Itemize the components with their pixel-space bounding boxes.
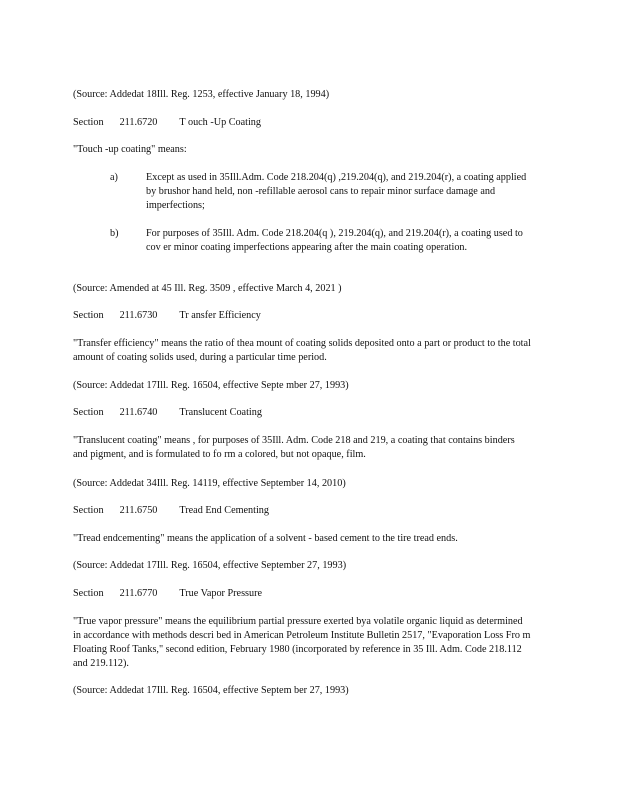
section-label: Section [73,407,104,418]
section-title: Tread End Cementing [179,505,269,516]
source-note: (Source: Addedat 17Ill. Reg. 16504, effective September 27, 1993) [73,560,347,571]
section-heading [73,504,531,518]
section-label: Section [73,505,104,516]
definition-text: "True vapor pressure" means the equilibrium partial pressure exerted bya volatile organic liquid as determined in accordance with methods descri bed in American Petroleum Institute Bulletin 2517, "Evaporation Loss Fro m Floating Roof Tanks," second edition, February 1980 (incorporated by reference in 35 Ill. Adm. Code 218.112 and 219.112). [73,616,531,670]
list-item [110,171,534,213]
section-heading [73,116,531,130]
section-label: Section [73,588,104,599]
source-note: (Source: Amended at 45 Ill. Reg. 3509 , effective March 4, 2021 ) [73,283,342,294]
section-label: Section [73,117,104,128]
definition-text: "Translucent coating" means , for purposes of 35Ill. Adm. Code 218 and 219, a coating that contains binders and pigment, and is formulated to fo rm a colored, but not opaque, film. [73,435,515,461]
section-label: Section [73,310,104,321]
item-label: a) [110,172,118,183]
section-heading [73,587,531,601]
section-heading [73,309,531,323]
source-note: (Source: Addedat 18Ill. Reg. 1253, effective January 18, 1994) [73,89,330,100]
item-text: For purposes of 35Ill. Adm. Code 218.204(q ), 219.204(q), and 219.204(r), a coating used to cov er minor coating imperfections appearing after the main coating operation. [146,228,523,254]
definition-text: "Transfer efficiency" means the ratio of thea mount of coating solids deposited onto a part or product to the total amount of coating solids used, during a particular time period. [73,338,531,364]
section-title: Translucent Coating [179,407,262,418]
section-title: True Vapor Pressure [179,588,263,599]
definition-text: "Tread endcementing" means the application of a solvent - based cement to the tire tread ends. [73,533,458,544]
section-number: 211.6770 [119,588,158,599]
list-item [110,227,534,255]
item-label: b) [110,228,119,239]
section-title: T ouch -Up Coating [179,117,261,128]
source-note: (Source: Addedat 34Ill. Reg. 14119, effective September 14, 2010) [73,478,346,489]
item-text: Except as used in 35Ill.Adm. Code 218.204(q) ,219.204(q), and 219.204(r), a coating applied by brushor hand held, non -refillable aerosol cans to repair minor surface damage and imperfections; [146,172,527,212]
section-heading [73,406,531,420]
section-title: Tr ansfer Efficiency [179,310,261,321]
source-note: (Source: Addedat 17Ill. Reg. 16504, effective Septe mber 27, 1993) [73,380,349,391]
section-number: 211.6720 [119,117,158,128]
section-number: 211.6740 [119,407,158,418]
section-number: 211.6730 [119,310,158,321]
definition-intro: "Touch -up coating" means: [73,144,187,155]
section-number: 211.6750 [119,505,158,516]
source-note: (Source: Addedat 17Ill. Reg. 16504, effective Septem ber 27, 1993) [73,685,349,696]
